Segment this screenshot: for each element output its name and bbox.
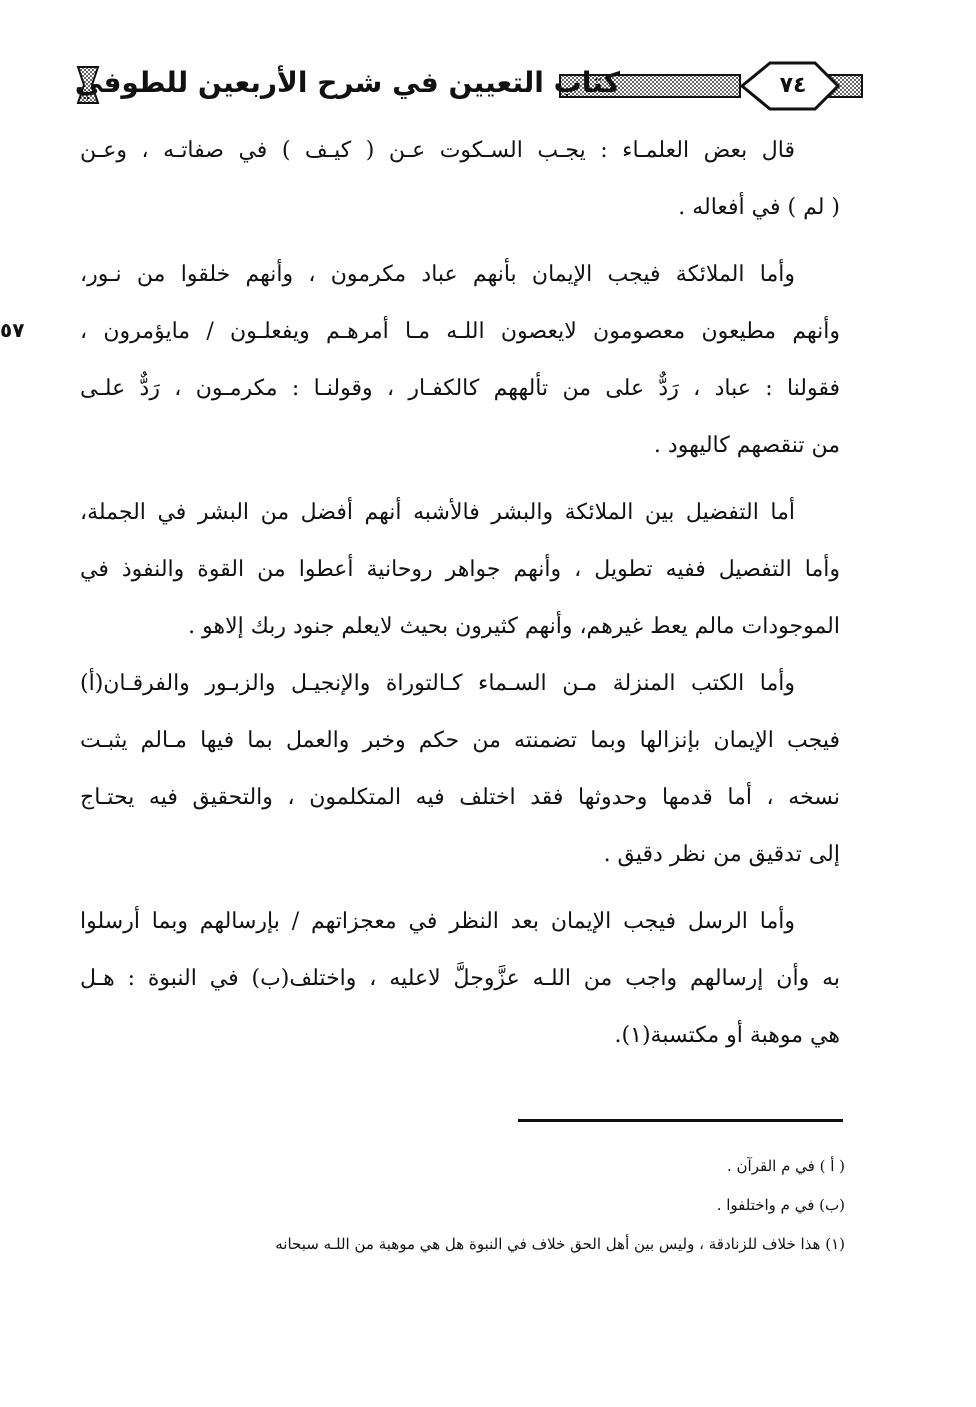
text-line: إلى تدقيق من نظر دقيق . bbox=[603, 842, 840, 867]
text-line: به وأن إرسالهم واجب من اللـه عزَّوجلَّ لاعليه ، واختلف(ب) في النبوة : هـل bbox=[80, 966, 840, 991]
paragraph bbox=[80, 246, 840, 474]
text-line: ( لم ) في أفعاله . bbox=[678, 195, 840, 220]
margin-folio-note: ٥٧ bbox=[0, 318, 25, 342]
book-title: كتاب التعيين في شرح الأربعين للطوفي bbox=[74, 66, 620, 99]
text-line: الموجودات مالم يعط غيرهم، وأنهم كثيرون بحيث لايعلم جنود ربك إلاهو . bbox=[188, 614, 840, 639]
text-line: وأنهم مطيعون معصومون لايعصون اللـه مـا أمرهـم ويفعلـون / مايؤمرون ، bbox=[80, 319, 840, 344]
footnote-separator bbox=[518, 1119, 843, 1122]
paragraph bbox=[80, 484, 840, 655]
body-text bbox=[80, 122, 840, 1064]
text-line: من تنقصهم كاليهود . bbox=[653, 433, 840, 458]
footnotes bbox=[100, 1147, 845, 1264]
page-number: ٧٤ bbox=[779, 73, 807, 98]
text-line: نسخه ، أما قدمها وحدوثها فقد اختلف فيه المتكلمون ، والتحقيق فيه يحتـاج bbox=[80, 785, 840, 810]
text-line: أما التفضيل بين الملائكة والبشر فالأشبه أنهم أفضل من البشر في الجملة، bbox=[80, 500, 795, 525]
page-header bbox=[70, 55, 870, 115]
text-line: وأما الكتب المنزلة مـن السـماء كـالتوراة والإنجيـل والزبـور والفرقـان(أ) bbox=[80, 671, 795, 696]
footnote: (ب) في م واختلفوا . bbox=[716, 1196, 845, 1214]
text-line: وأما الملائكة فيجب الإيمان بأنهم عباد مكرمون ، وأنهم خلقوا من نـور، bbox=[80, 262, 795, 287]
text-line: فيجب الإيمان بإنزالها وبما تضمنته من حكم وخبر والعمل بما فيها مـالم يثبـت bbox=[80, 728, 840, 753]
footnote: (١) هذا خلاف للزنادقة ، وليس بين أهل الحق خلاف في النبوة هل هي موهبة من اللـه سبحانه bbox=[275, 1235, 845, 1253]
text-line: هي موهبة أو مكتسبة(١). bbox=[614, 1023, 840, 1048]
text-line: وأما الرسل فيجب الإيمان بعد النظر في معجزاتهم / بإرسالهم وبما أرسلوا bbox=[80, 909, 795, 934]
text-line: فقولنا : عباد ، رَدٌّ على من تألههم كالكفـار ، وقولنـا : مكرمـون ، رَدٌّ علـى bbox=[80, 376, 841, 401]
footnote: ( أ ) في م القرآن . bbox=[727, 1157, 845, 1175]
paragraph bbox=[80, 122, 840, 236]
paragraph bbox=[80, 655, 840, 883]
paragraph bbox=[80, 893, 840, 1064]
text-line: قال بعض العلمـاء : يجـب السـكوت عـن ( كيـف ) في صفاتـه ، وعـن bbox=[80, 138, 795, 163]
text-line: وأما التفصيل ففيه تطويل ، وأنهم جواهر روحانية أعطوا من القوة والنفوذ في bbox=[80, 557, 840, 582]
